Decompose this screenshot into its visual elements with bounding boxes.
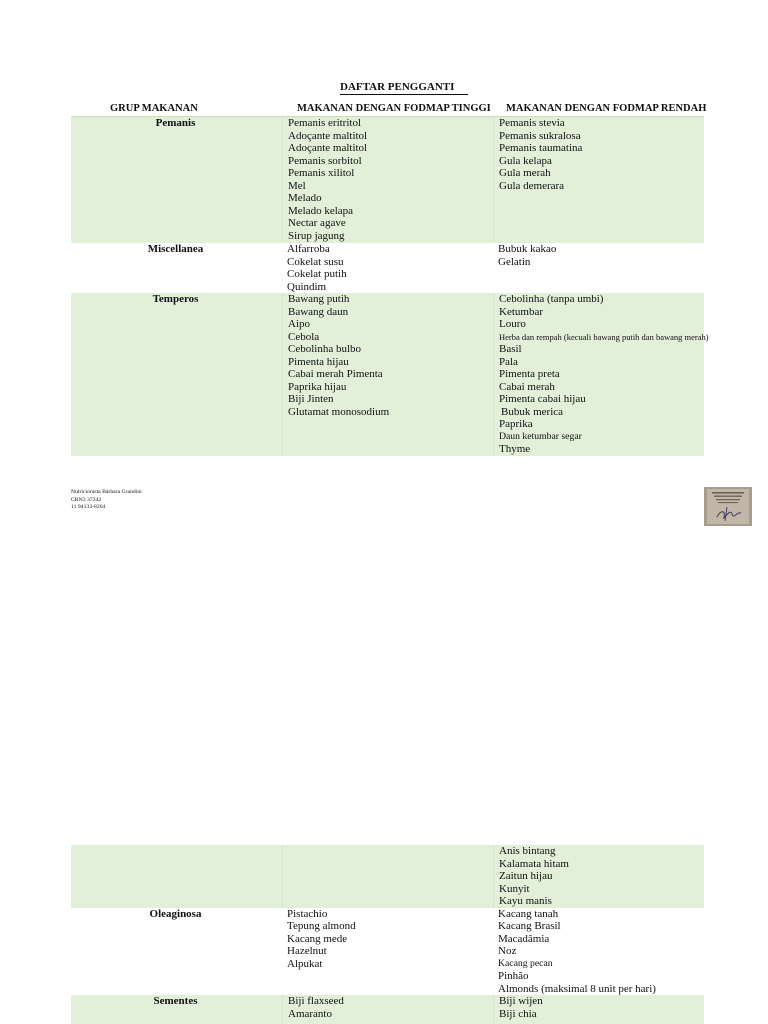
low-fodmap-cell [493,908,704,996]
substitution-table-continued [71,845,704,1024]
list-item: Pemanis eritritol [288,117,362,129]
list-item: Adoçante maltitol [288,142,368,154]
list-item: Noz [498,945,517,957]
list-item: Thyme [499,443,531,455]
food-group-label [71,845,280,858]
list-item: Kacang pecan [498,957,553,969]
list-item: Cokelat susu [287,255,344,268]
column-header-food-group: GRUP MAKANAN [110,103,198,114]
list-item: Pimenta cabai hijau [499,393,586,405]
list-item: Pemanis sukralosa [499,129,581,142]
food-group-cell [71,995,282,1024]
list-item: Kayu manis [499,895,552,907]
table-row-sementes [71,995,704,1024]
list-item: Amaranto [288,1007,332,1020]
food-group-cell [71,243,282,293]
food-group-cell [71,908,282,996]
list-item: Kacang mede [287,932,348,945]
list-item: Biji flaxseed [288,995,344,1007]
substitution-table [71,116,709,456]
footer [71,489,142,512]
list-item: Gula kelapa [499,154,552,167]
list-item: Cebolinha bulbo [288,343,362,355]
list-item: Biji chia [499,1007,537,1020]
list-item: Paprika hijau [288,380,347,393]
low-fodmap-cell [493,995,704,1024]
list-item: Tepung almond [287,920,356,932]
food-group-cell [71,117,282,242]
column-header-high-fodmap: MAKANAN DENGAN FODMAP TINGGI [297,103,491,114]
table-row-temperos [71,293,709,456]
list-item: Anis bintang [499,845,556,857]
list-item: Pemanis sorbitol [288,154,362,167]
table-row-oleaginosa [71,908,704,996]
list-item: Macadâmia [498,932,550,945]
list-item: Pinhão [498,970,529,982]
food-group-cell [71,845,282,908]
list-item: Gula demerara [499,179,565,192]
nutritionist-name: Nutricionista Bárbara Grandini [71,489,142,495]
column-header-low-fodmap: MAKANAN DENGAN FODMAP RENDAH [506,103,707,114]
list-item: Biji wijen [499,995,543,1007]
list-item: Bawang daun [288,305,349,318]
high-fodmap-cell [282,117,493,242]
list-item: Melado kelapa [288,204,354,217]
list-item: Pimenta hijau [288,355,349,368]
list-item: Gula merah [499,167,551,179]
list-item: Ketumbar [499,305,543,318]
list-item: Louro [499,318,526,330]
food-group-cell [71,293,282,456]
food-group-label: Oleaginosa [149,907,202,920]
list-item: Pemanis stevia [499,117,565,129]
list-item: Paprika [499,418,533,430]
food-group-label: Miscellanea [147,243,204,255]
list-item: Cebolinha (tanpa umbi) [499,293,604,305]
list-item: Aipo [288,318,310,330]
list-item: Pemanis xilitol [288,167,355,179]
list-item: Biji Jinten [288,393,334,405]
food-group-label: Pemanis [155,117,196,129]
low-fodmap-cell [493,117,704,242]
list-item: Quindim [287,280,327,293]
stamp-image [704,487,752,526]
list-item: Pala [499,355,518,368]
list-item: Adoçante maltitol [288,129,368,142]
list-item: Cokelat putih [287,268,347,280]
phone-number: 11 94133-8264 [71,504,106,510]
list-item: Nectar agave [288,217,346,229]
list-item: Pemanis taumatina [499,142,583,154]
list-item: Kacang tanah [498,907,559,920]
list-item: Alfarroba [287,243,330,255]
table-row-pemanis [71,116,704,243]
list-item: Kalamata hitam [499,857,569,870]
list-item: Sirup jagung [288,229,345,242]
list-item: Bubuk kakao [498,243,557,255]
high-fodmap-cell [282,293,493,456]
list-item: Melado [288,192,322,204]
list-item: Alpukat [287,957,323,970]
list-item: Pistachio [287,907,328,920]
low-fodmap-cell [493,293,709,456]
list-item: Glutamat monosodium [288,405,390,418]
food-group-label: Sementes [153,995,198,1007]
list-item: Daun ketumbar segar [499,430,582,442]
high-fodmap-cell [282,845,493,908]
low-fodmap-cell [493,243,704,293]
registration-number: CRN3 37242 [71,496,102,503]
list-item: Mel [288,179,306,192]
list-item: Herba dan rempah (kecuali bawang putih dan bawang merah) [499,331,709,342]
list-item: Gelatin [498,255,531,268]
list-item: Bubuk merica [501,405,564,418]
table-row-temperos-continued [71,845,704,908]
high-fodmap-cell [282,243,493,293]
list-item: Kunyit [499,882,530,895]
list-item: Bawang putih [288,293,350,305]
list-item: Pimenta preta [499,368,560,380]
list-item: Cabai merah [499,380,555,393]
food-group-label: Temperos [152,293,199,305]
table-row-miscellanea [71,243,704,293]
list-item: Basil [499,343,522,355]
list-item: Kacang Brasil [498,920,561,932]
list-item: Cebola [288,330,320,343]
low-fodmap-cell [493,845,704,908]
high-fodmap-cell [282,995,493,1024]
list-item: Cabai merah Pimenta [288,368,383,380]
document-title: DAFTAR PENGGANTI [340,81,468,95]
list-item: Zaitun hijau [499,870,553,882]
list-item: Hazelnut [287,945,327,957]
list-item: Almonds (maksimal 8 unit per hari) [498,982,656,995]
high-fodmap-cell [282,908,493,996]
signature-stamp [704,487,752,526]
